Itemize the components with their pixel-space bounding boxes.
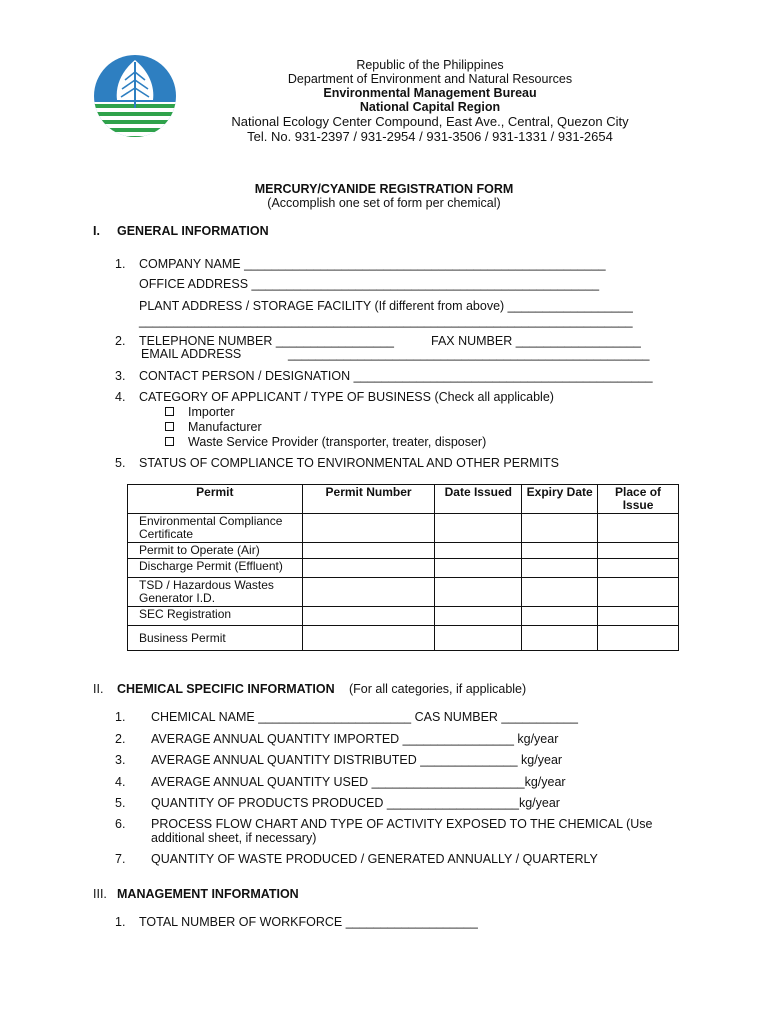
item-number: 5.: [115, 796, 126, 810]
item-number: 1.: [115, 710, 126, 724]
plant-address-field[interactable]: PLANT ADDRESS / STORAGE FACILITY (If different from above) __________________: [139, 299, 633, 313]
table-row: [128, 559, 679, 578]
expiry-date-cell[interactable]: [522, 559, 598, 578]
checkbox-icon[interactable]: [165, 437, 174, 446]
checkbox-importer[interactable]: [165, 405, 235, 419]
process-flow-note: additional sheet, if necessary): [151, 831, 317, 845]
option-waste-service-label: Waste Service Provider (transporter, treater, disposer): [188, 435, 487, 449]
date-issued-cell[interactable]: [435, 514, 522, 543]
permit-number-cell[interactable]: [302, 607, 435, 626]
office-address-field[interactable]: OFFICE ADDRESS __________________________________________________: [139, 277, 600, 291]
item-number: 4.: [115, 390, 126, 404]
place-of-issue-cell[interactable]: [598, 514, 679, 543]
item-number: 7.: [115, 852, 126, 866]
form-subtitle: (Accomplish one set of form per chemical): [267, 196, 501, 210]
table-row: [128, 543, 679, 559]
permit-name: Business Permit: [128, 626, 303, 651]
option-manufacturer-label: Manufacturer: [188, 420, 262, 434]
place-of-issue-cell[interactable]: [598, 607, 679, 626]
permit-name: TSD / Hazardous Wastes Generator I.D.: [128, 578, 303, 607]
permit-number-cell[interactable]: [302, 578, 435, 607]
telephone-field[interactable]: TELEPHONE NUMBER _________________: [139, 334, 395, 348]
expiry-date-cell[interactable]: [522, 626, 598, 651]
place-of-issue-cell[interactable]: [598, 578, 679, 607]
item-number: 5.: [115, 456, 126, 470]
expiry-date-cell[interactable]: [522, 543, 598, 559]
section2-note: (For all categories, if applicable): [349, 682, 527, 696]
date-issued-cell[interactable]: [435, 559, 522, 578]
table-row: [128, 626, 679, 651]
section3-number: III.: [93, 887, 107, 901]
date-issued-cell[interactable]: [435, 626, 522, 651]
option-importer-label: Importer: [188, 405, 235, 419]
products-produced-field[interactable]: QUANTITY OF PRODUCTS PRODUCED ___________________kg/year: [151, 796, 560, 810]
section2-number: II.: [93, 682, 104, 696]
header-ncr: National Capital Region: [359, 100, 501, 114]
section2-title: CHEMICAL SPECIFIC INFORMATION: [117, 682, 335, 696]
email-field[interactable]: ____________________________________________________: [288, 347, 650, 361]
date-issued-cell[interactable]: [435, 607, 522, 626]
expiry-date-cell[interactable]: [522, 607, 598, 626]
quantity-distributed-field[interactable]: AVERAGE ANNUAL QUANTITY DISTRIBUTED ______________ kg/year: [151, 753, 563, 767]
quantity-used-field[interactable]: AVERAGE ANNUAL QUANTITY USED ______________________kg/year: [151, 775, 566, 789]
date-issued-cell[interactable]: [435, 578, 522, 607]
item-number: 4.: [115, 775, 126, 789]
checkbox-manufacturer[interactable]: [165, 420, 262, 434]
place-of-issue-cell[interactable]: [598, 626, 679, 651]
col-header-place-of-issue: Place of Issue: [598, 485, 679, 514]
permit-number-cell[interactable]: [302, 514, 435, 543]
emb-logo-icon: [93, 52, 177, 140]
table-row: [128, 578, 679, 607]
item-number: 2.: [115, 732, 126, 746]
category-label: CATEGORY OF APPLICANT / TYPE OF BUSINESS (Check all applicable): [139, 390, 554, 404]
section1-number: I.: [93, 224, 100, 238]
col-header-date-issued: Date Issued: [435, 485, 522, 514]
fax-field[interactable]: FAX NUMBER __________________: [431, 334, 641, 348]
permit-name: SEC Registration: [128, 607, 303, 626]
section1-title: GENERAL INFORMATION: [117, 224, 269, 238]
col-header-permit: Permit: [128, 485, 303, 514]
expiry-date-cell[interactable]: [522, 578, 598, 607]
permit-number-cell[interactable]: [302, 543, 435, 559]
expiry-date-cell[interactable]: [522, 514, 598, 543]
email-label: EMAIL ADDRESS: [141, 347, 242, 361]
checkbox-icon[interactable]: [165, 407, 174, 416]
permit-name: Discharge Permit (Effluent): [128, 559, 303, 578]
date-issued-cell[interactable]: [435, 543, 522, 559]
workforce-field[interactable]: TOTAL NUMBER OF WORKFORCE ___________________: [139, 915, 478, 929]
header-denr: Department of Environment and Natural Resources: [287, 72, 573, 86]
contact-person-field[interactable]: CONTACT PERSON / DESIGNATION ___________________________________________: [139, 369, 653, 383]
company-name-field[interactable]: COMPANY NAME ____________________________________________________: [139, 257, 606, 271]
form-title: MERCURY/CYANIDE REGISTRATION FORM: [254, 182, 514, 196]
place-of-issue-cell[interactable]: [598, 559, 679, 578]
process-flow-label: PROCESS FLOW CHART AND TYPE OF ACTIVITY EXPOSED TO THE CHEMICAL (Use: [151, 817, 653, 831]
item-number: 6.: [115, 817, 126, 831]
header-address: National Ecology Center Compound, East Ave., Central, Quezon City: [231, 114, 629, 129]
permit-name: Environmental Compliance Certificate: [128, 514, 303, 543]
plant-address-line[interactable]: _______________________________________________________________________: [139, 314, 633, 328]
section3-title: MANAGEMENT INFORMATION: [117, 887, 299, 901]
place-of-issue-cell[interactable]: [598, 543, 679, 559]
permit-name: Permit to Operate (Air): [128, 543, 303, 559]
quantity-imported-field[interactable]: AVERAGE ANNUAL QUANTITY IMPORTED ________________ kg/year: [151, 732, 559, 746]
permit-number-cell[interactable]: [302, 559, 435, 578]
col-header-expiry-date: Expiry Date: [522, 485, 598, 514]
item-number: 1.: [115, 915, 126, 929]
item-number: 3.: [115, 753, 126, 767]
item-number: 2.: [115, 334, 126, 348]
item-number: 1.: [115, 257, 126, 271]
table-row: [128, 607, 679, 626]
header-tel: Tel. No. 931-2397 / 931-2954 / 931-3506 / 931-1331 / 931-2654: [247, 129, 613, 144]
header-republic: Republic of the Philippines: [356, 58, 504, 72]
permit-number-cell[interactable]: [302, 626, 435, 651]
table-row: [128, 514, 679, 543]
col-header-permit-number: Permit Number: [302, 485, 435, 514]
item-number: 3.: [115, 369, 126, 383]
chemical-name-field[interactable]: CHEMICAL NAME ______________________ CAS NUMBER ___________: [151, 710, 578, 724]
status-label: STATUS OF COMPLIANCE TO ENVIRONMENTAL AND OTHER PERMITS: [139, 456, 559, 470]
permits-table: [127, 484, 679, 651]
checkbox-waste-service[interactable]: [165, 435, 486, 449]
waste-quantity-label: QUANTITY OF WASTE PRODUCED / GENERATED ANNUALLY / QUARTERLY: [151, 852, 598, 866]
checkbox-icon[interactable]: [165, 422, 174, 431]
table-header-row: [128, 485, 679, 514]
header-emb: Environmental Management Bureau: [323, 86, 537, 100]
